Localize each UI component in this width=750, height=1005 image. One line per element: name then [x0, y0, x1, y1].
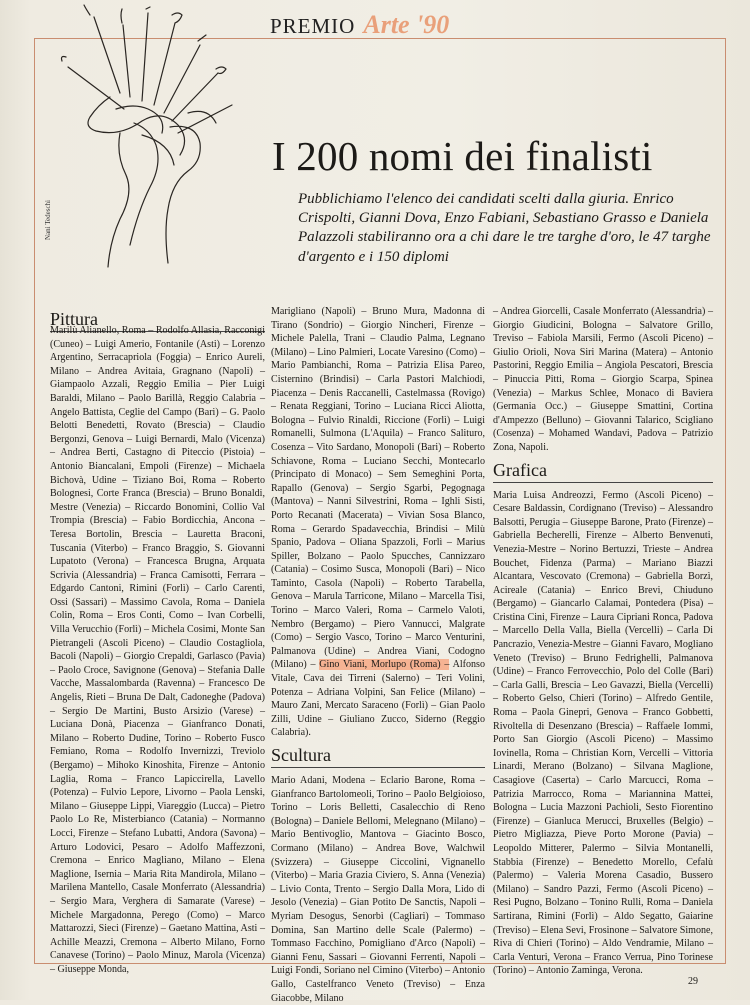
column-1 — [50, 324, 265, 975]
illustration-signature: Nani Tedeschi — [44, 199, 52, 240]
scultura-list-part1: Mario Adani, Modena – Eclario Barone, Roma – Gianfranco Bartolomeoli, Torino – Paolo Belgioioso, Torino – Loris Belletti, Casalecchio di Reno (Bologna) – Daniele Bellomi, Melegnano (Milano) – Mario Bentivoglio, Mantova – Giacinto Bosco, Cormano (Milano) – Andrea Bove, Walchwil (Svizzera) – Giuseppe Ciccolini, Vignanello (Viterbo) – Maria Grazia Civiero, S. Anna (Venezia) – Livio Conta, Trento – Sergio Dalla Mora, Lido di Jesolo (Venezia) – Gian Potito De Sanctis, Napoli – Myriam Desogus, Senorbì (Cagliari) – Tommaso Domina, San Martino delle Scale (Palermo) – Tommaso Facchino, Pomigliano d'Arco (Napoli) – Gianni Fenu, Sassari – Giovanni Ferrenti, Napoli – Luigi Fondi, Soriano nel Cimino (Viterbo) – Antonio Gallo, Castelfranco Veneto (Treviso) – Enza Giacobbe, Milano — [271, 775, 485, 1004]
pittura-list-text-a: Marigliano (Napoli) – Bruno Mura, Madonna di Tirano (Sondrio) – Giorgio Nincheri, Firenze – Michele Palella, Trani – Claudio Palma, Legnano (Milano) – Lino Palmieri, Locate Varesino (Como) – Mario Pambianchi, Roma – Patrizia Elisa Pareo, Cisternino (Brindisi) – Carla Pastori Malchiodi, Piacenza – Denis Raccanelli, Castelmassa (Rovigo) – Renata Reggiani, Torino – Luciana Ricci Aliotta, Bologna – Fulvio Rinaldi, Riccione (Forlì) – Luigi Romanelli, Sulmona (L'Aquila) – Franco Salituro, Cosenza – Vito Sardano, Monopoli (Bari) – Roberto Schiavone, Roma – Luciano Secchi, Montecarlo (Principato di Monaco) – Sem Semeghini Porta, Rapallo (Genova) – Sergio Sgarbi, Pegognaga (Mantova) – Nanni Silvestrini, Roma – Ighli Sisti, Porto Recanati (Macerata) – Vivian Sosa Blanco, Roma – Gerardo Spadavecchia, Brindisi – Milù Spanio, Padova – Oliana Spazzoli, Forlì – Marius Spiller, Bolzano – Paolo Spucches, Cannizzaro (Catania) – Cosimo Susca, Monopoli (Bari) – Nico Taminto, Casola (Napoli) – Roberto Tarabella, Genova – Marula Tarricone, Milano – Marcella Tisi, Torino – Marco Valeri, Roma – Carmelo Valoti, Nembro (Bergamo) – Piero Vannucci, Malgrate (Como) – Sergio Vasco, Torino – Marco Venturini, Palmanova (Udine) – Andrea Viani, Codogno (Milano) – — [271, 306, 485, 671]
pittura-list-text-b: Alfonso Vitale, Cava dei Tirreni (Salerno) – Teri Volini, Potenza – Adriana Volpini, San Felice (Milano) – Mauro Zani, Mercato Saraceno (Forlì) – Gian Paolo Zilli, Udine – Giuliano Zucco, Siderno (Reggio Calabria). — [271, 659, 485, 739]
pittura-list-part1: Marilù Alianello, Roma – Rodolfo Allasia, Racconigi (Cuneo) – Luigi Amerio, Fontanile (Asti) – Lorenzo Argentino, Serracapriola (Foggia) – Enrico Aureli, Milano – Andrea Avitaia, Gragnano (Napoli) – Giampaolo Azzali, Reggio Emilia – Pier Luigi Baraldi, Milano – Paolo Barillà, Reggio Calabria – Angelo Battista, Ceglie del Campo (Bari) – G. Paolo Belotti Benedetti, Rovato (Brescia) – Claudio Bergonzi, Genova – Luigi Bernardi, Malo (Vicenza) – Andrea Berti, Castagno di Piteccio (Pistoia) – Antonio Biancalani, Empoli (Firenze) – Michaela Bichovà, Udine – Tiziano Boi, Roma – Roberto Bolognesi, Corte Franca (Brescia) – Bruno Bonaldi, Mestre (Venezia) – Riccardo Bonomini, Collio Val Trompia (Brescia) – Fabio Bordicchia, Ancona – Teresa Bortolin, Brescia – Lauretta Braconi, Tuscania (Viterbo) – Franco Braggio, S. Giovanni Lupatoto (Verona) – Francesca Brugna, Arquata Scrivia (Alessandria) – Franca Camisotti, Ferrara – Edgardo Cantoni, Rimini (Forlì) – Carlo Carenti, Ossi (Sassari) – Massimo Cavola, Roma – Daniela Colin, Roma – Eros Conti, Como – Ivan Corbelli, Villa Verucchio (Forlì) – Michela Cosimi, Monte San Pietrangeli (Ascoli Piceno) – Claudio Costagliola, Bacoli (Napoli) – Giorgio Crepaldi, Garlasco (Pavia) – Paolo Croce, Savignone (Genova) – Stefania Dalle Vacche, Massalombarda (Ravenna) – Francesco De Angelis, Rieti – Bruna De Dalt, Cadoneghe (Padova) – Sergio De Martini, Busto Arsizio (Varese) – Luciana Donà, Piacenza – Gianfranco Donati, Milano – Roberto Dudine, Torino – Roberto Fusco Femiano, Roma – Rodolfo Invernizzi, Treviolo (Bergamo) – Mihoko Kinoshita, Firenze – Antonio Laglia, Roma – Franco Lapiccirella, Lavello (Potenza) – Fulvio Lepore, Livorno – Paola Lenski, Milano – Giuseppe Lippi, Viareggio (Lucca) – Pietro Paolo Lo Re, Misterbianco (Catania) – Normanno Locci, Firenze – Stefano Lubatti, Andora (Savona) – Arturo Lodovici, Pesaro – Adolfo Maffezzoni, Cremona – Enrico Magliano, Milano – Elena Maglione, Isernia – Maria Rita Mandirola, Milano – Marilena Mantello, Casale Monferrato (Alessandria) – Sergio Mara, Verghera di Samarate (Varese) – Michele Margadonna, Perego (Como) – Marco Mattarozzi, Sieci (Firenze) – Gaetano Mattina, Asti – Achille Meazzi, Cremona – Alberto Milano, Forno Canavese (Torino) – Paolo Minuz, Marola (Vicenza) – Giuseppe Monda, — [50, 325, 265, 975]
page-number: 29 — [688, 976, 698, 987]
header-premio: PREMIO — [270, 14, 356, 38]
section-heading-grafica: Grafica — [493, 459, 713, 483]
section-heading-pittura: Pittura — [50, 308, 265, 332]
header-arte-logo: Arte '90 — [363, 10, 450, 39]
section-heading-scultura: Scultura — [271, 744, 485, 768]
column-3 — [493, 305, 713, 977]
header — [270, 10, 449, 40]
pittura-list-part2 — [271, 305, 485, 740]
scultura-list-part2: – Andrea Giorcelli, Casale Monferrato (Alessandria) – Giorgio Giudicini, Bologna – Salvatore Grillo, Treviso – Fabiola Marsili, Fermo (Ascoli Piceno) – Giulio Orioli, Nova Siri Marina (Matera) – Antonio Pastorini, Reggio Emilia – Angiola Pescatori, Brescia – Pinuccia Pitti, Roma – Giorgio Scarpa, Spinea (Venezia) – Markus Schlee, Monaco di Baviera (Germania Occ.) – Giuseppe Smattini, Cortina d'Ampezzo (Belluno) – Giovanni Talarico, Scigliano (Cosenza) – Mohamed Wandavi, Padova – Patrizio Zona, Napoli. — [493, 306, 713, 453]
hands-with-brushes-drawing — [50, 5, 260, 270]
highlighted-entry: Gino Viani, Morlupo (Roma) – — [319, 659, 450, 671]
grafica-list: Maria Luisa Andreozzi, Fermo (Ascoli Piceno) – Cesare Baldassin, Cordignano (Treviso) – Alessandro Balsotti, Perugia – Giuseppe Barone, Prato (Firenze) – Gabriella Becherelli, Firenze – Alberto Benvenuti, Venezia-Mestre – Norino Bertuzzi, Trieste – Andrea Bouchet, Fidenza (Parma) – Mariano Biazzi Alcantara, Vescovato (Cremona) – Gabriella Borzì, Acireale (Catania) – Enrico Brevi, Chiuduno (Bergamo) – Giancarlo Calamai, Pontedera (Pisa) – Cristina Cini, Firenze – Laura Cipriani Ronca, Padova – Marcello Della Valla, Biella (Vercelli) – Carla Di Pancrazio, Venezia-Mestre – Gianni Favaro, Mogliano Veneto (Treviso) – Bruno Fedrighelli, Palmanova (Udine) – Franco Ferrovecchio, Polo del Colle (Bari) – Carla Galli, Brescia – Leo Gavazzi, Biella (Vercelli) – Roberto Gelso, Chieri (Torino) – Alfredo Gentile, Roma – Paola Ginepri, Genova – Franco Gobbetti, Rivoltella di Desenzano (Brescia) – Raffaele Iommi, Porto San Giorgio (Ascoli Piceno) – Massimo Iovinella, Roma – Christian Korn, Vercelli – Vittoria Linardi, Merano (Bolzano) – Silvana Maglione, Casagiove (Caserta) – Carlo Marcucci, Roma – Patrizia Marrocco, Roma – Mariannina Mattei, Bologna – Lucia Mazzoni Pachioli, Sesto Fiorentino (Firenze) – Gianluca Merucci, Bruxelles (Belgio) – Pietro Migliazza, Pieve Porto Morone (Pavia) – Leopoldo Mitterer, Palermo – Silvia Montanelli, Stabbia (Firenze) – Benedetto Morello, Cefalù (Palermo) – Valeria Morena Casadio, Bussero (Milano) – Sandro Pazzi, Fermo (Ascoli Piceno) – Resi Pugno, Bolzano – Tonino Rulli, Roma – Daniela Sartirana, Rimini (Forlì) – Aldo Segatto, Gaiarine (Treviso) – Elena Sevi, Frosinone – Salvatore Simone, Riva di Chieri (Torino) – Aldo Vendramie, Milano – Carla Venturi, Verona – Franco Verrua, Pino Torinese (Torino) – Antonio Zaminga, Verona. — [493, 489, 713, 977]
page-title: I 200 nomi dei finalisti — [272, 133, 653, 179]
column-2 — [271, 305, 485, 1004]
intro-paragraph: Pubblichiamo l'elenco dei candidati scelti dalla giuria. Enrico Crispolti, Gianni Dova, Enzo Fabiani, Sebastiano Grasso e Daniela Palazzoli stabiliranno ora a chi dare le tre targhe d'oro, le 47 targhe d'argento e i 150 diplomi — [298, 191, 711, 265]
